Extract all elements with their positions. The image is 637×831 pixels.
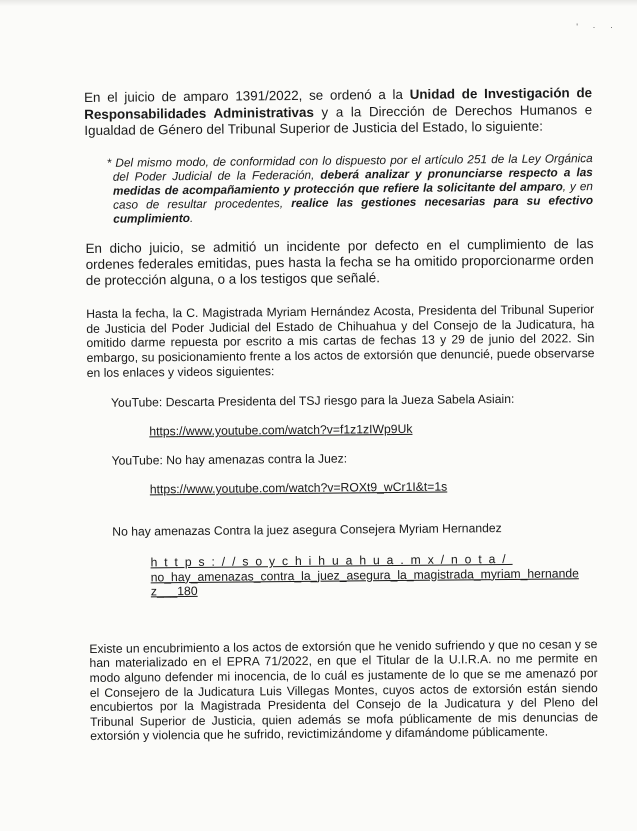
scan-edge-shadow (0, 0, 637, 6)
paragraph-amparo-text-1: En el juicio de amparo 1391/2022, se ordenó a la (84, 86, 410, 105)
news-link-line-1: https://soychihuahua.mx/nota/ (150, 552, 513, 570)
document-body (84, 85, 598, 744)
youtube-link-1[interactable]: https://www.youtube.com/watch?v=f1z1zIWp9Uk (149, 421, 413, 439)
news-link-line-3: z___180 (150, 584, 198, 599)
quote-text-1: * Del mismo modo, de conformidad con lo dispuesto por el artículo 251 de la Ley Orgánica del Poder Judicial de la Federación, (106, 150, 593, 184)
quote-bold-1: deberá analizar y pronunciarse respecto a las medidas de acompañamiento y protección que refiere la solicitante del amparo (112, 164, 593, 198)
paragraph-amparo (84, 85, 592, 139)
news-link[interactable] (150, 551, 580, 599)
corner-marks: ' · · (576, 22, 619, 32)
news-caption: No hay amenazas Contra la juez asegura Consejera Myriam Hernandez (112, 521, 502, 539)
quoted-order (106, 150, 594, 227)
paragraph-amparo-text-2: y a la Dirección de Derechos Humanos e Igualdad de Género del Tribunal Superior de Justicia del Estado, lo siguiente: (84, 101, 593, 138)
youtube-link-2[interactable]: https://www.youtube.com/watch?v=ROXt9_wCr1I&t=1s (149, 479, 448, 497)
paragraph-encubrimiento: Existe un encubrimiento a los actos de extorsión que he venido sufriendo y que no cesan y se han materializado en el EPRA 71/2022, en que el Titular de la U.I.R.A. no me permite en modo alguno defender mi inocencia, de lo cuál es justamente de lo que se me amenazó por el Consejero de la Judicatura Luis Villegas Montes, cuyos actos de extorsión están siendo encubiertos por la Magistrada Presidenta del Consejo de la Judicatura y del Pleno del Tribunal Superior de Justicia, quien además se mofa públicamente de mis denuncias de extorsión y violencia que he sufrido, revictimizándome y difamándome públicamente. (89, 636, 599, 744)
youtube-caption-1: YouTube: Descarta Presidenta del TSJ riesgo para la Jueza Sabela Asiain: (110, 391, 515, 410)
paragraph-incidente: En dicho juicio, se admitió un incidente por defecto en el cumplimiento de las ordenes federales emitidas, pues hasta la fecha se ha omitido proporcionarme orden de protección alguna, o a los testigos que señalé. (85, 235, 594, 288)
paragraph-magistrada: Hasta la fecha, la C. Magistrada Myriam Hernández Acosta, Presidenta del Tribunal Superior de Justicia del Poder Judicial del Estado de Chihuahua y del Consejo de la Judicatura, ha omitido darme repuesta por escrito a mis cartas de fechas 13 y 29 de junio del 2022. Sin embargo, su posicionamiento frente a los actos de extorsión que denuncié, puede observarse en los enlaces y videos siguientes: (86, 302, 595, 380)
quote-text-3: . (189, 211, 194, 226)
youtube-caption-2: YouTube: No hay amenazas contra la Juez: (111, 451, 348, 468)
news-link-line-2: no_hay_amenazas_contra_la_juez_asegura_la_magistrada_myriam_hernande (150, 565, 579, 585)
quote-text-2: , y en caso de resultar procedentes, (113, 179, 594, 212)
quote-bold-2: realice las gestiones necesarias para su efectivo cumplimiento (113, 193, 594, 227)
paragraph-amparo-bold-unit: Unidad de Investigación de Responsabilidades Administrativas (84, 85, 593, 122)
